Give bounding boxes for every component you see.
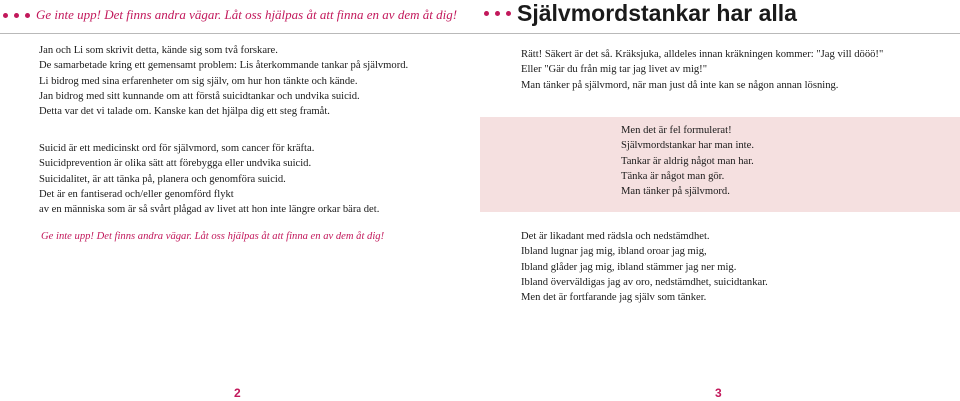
bullet-dot-icon xyxy=(14,13,19,18)
bullet-dot-icon xyxy=(506,11,511,16)
bullet-dot-icon xyxy=(495,11,500,16)
bullet-dots xyxy=(3,13,30,18)
text-line: Suicidprevention är olika sätt att förebygga eller undvika suicid. xyxy=(39,158,312,170)
bullet-dot-icon xyxy=(25,13,30,18)
highlight-box-text xyxy=(621,123,754,199)
right-header xyxy=(484,0,797,27)
text-line: Tänka är något man gör. xyxy=(621,170,725,182)
header-rule xyxy=(0,33,480,34)
text-line: Man tänker på självmord. xyxy=(621,186,730,198)
text-line: Det är en fantiserad och/eller genomförd flykt xyxy=(39,188,234,200)
text-line: De samarbetade kring ett gemensamt problem: Lis återkommande tankar på självmord. xyxy=(39,60,409,72)
page-number: 3 xyxy=(715,386,722,400)
page-number: 2 xyxy=(234,386,241,400)
header-tagline: Ge inte upp! Det finns andra vägar. Låt oss hjälpas åt att finna en av dem åt dig! xyxy=(36,7,458,22)
text-line: Men det är fortfarande jag själv som tänker. xyxy=(521,292,707,304)
text-line: Men det är fel formulerat! xyxy=(621,125,732,136)
text-line: Jan bidrog med sitt kunnande om att förstå suicidtankar och undvika suicid. xyxy=(39,90,360,102)
header-rule xyxy=(480,33,960,34)
text-line: Detta var det vi talade om. Kanske kan det hjälpa dig ett steg framåt. xyxy=(39,106,330,118)
text-line: Ibland glåder jag mig, ibland stämmer jag ner mig. xyxy=(521,261,737,273)
text-line: Man tänker på självmord, när man just då inte kan se någon annan lösning. xyxy=(521,79,839,91)
text-line: Eller "Gär du från mig tar jag livet av mig!" xyxy=(521,64,708,76)
opening-paragraph xyxy=(521,47,883,93)
text-line: Suicid är ett medicinskt ord för självmord, som cancer för kräfta. xyxy=(39,143,315,154)
definitions-paragraph xyxy=(39,141,379,217)
right-page xyxy=(480,0,960,401)
text-line: Li bidrog med sina erfarenheter om sig själv, om hur hon tänkte och kände. xyxy=(39,75,358,87)
bullet-dot-icon xyxy=(484,11,489,16)
text-line: Tankar är aldrig något man har. xyxy=(621,155,754,167)
text-line: Rätt! Säkert är det så. Kräksjuka, alldeles innan kräkningen kommer: "Jag vill dööö!" xyxy=(521,49,884,60)
page-title: Självmordstankar har alla xyxy=(517,0,797,26)
bullet-dot-icon xyxy=(3,13,8,18)
text-line: Suicidalitet, är att tänka på, planera och genomföra suicid. xyxy=(39,173,286,185)
emotions-paragraph xyxy=(521,229,768,305)
text-line: Jan och Li som skrivit detta, kände sig som två forskare. xyxy=(39,45,278,56)
text-line: av en människa som är så svårt plågad av livet att hon inte längre orkar bära det. xyxy=(39,204,380,216)
text-line: Självmordstankar har man inte. xyxy=(621,140,754,152)
closing-tagline: Ge inte upp! Det finns andra vägar. Låt oss hjälpas åt att finna en av dem åt dig! xyxy=(41,231,385,242)
text-line: Ibland lugnar jag mig, ibland oroar jag mig, xyxy=(521,246,707,258)
text-line: Ibland överväldigas jag av oro, nedstämdhet, suicidtankar. xyxy=(521,276,768,288)
bullet-dots xyxy=(484,11,511,16)
intro-paragraph xyxy=(39,43,408,119)
left-header xyxy=(3,7,457,23)
text-line: Det är likadant med rädsla och nedstämdhet. xyxy=(521,231,710,242)
